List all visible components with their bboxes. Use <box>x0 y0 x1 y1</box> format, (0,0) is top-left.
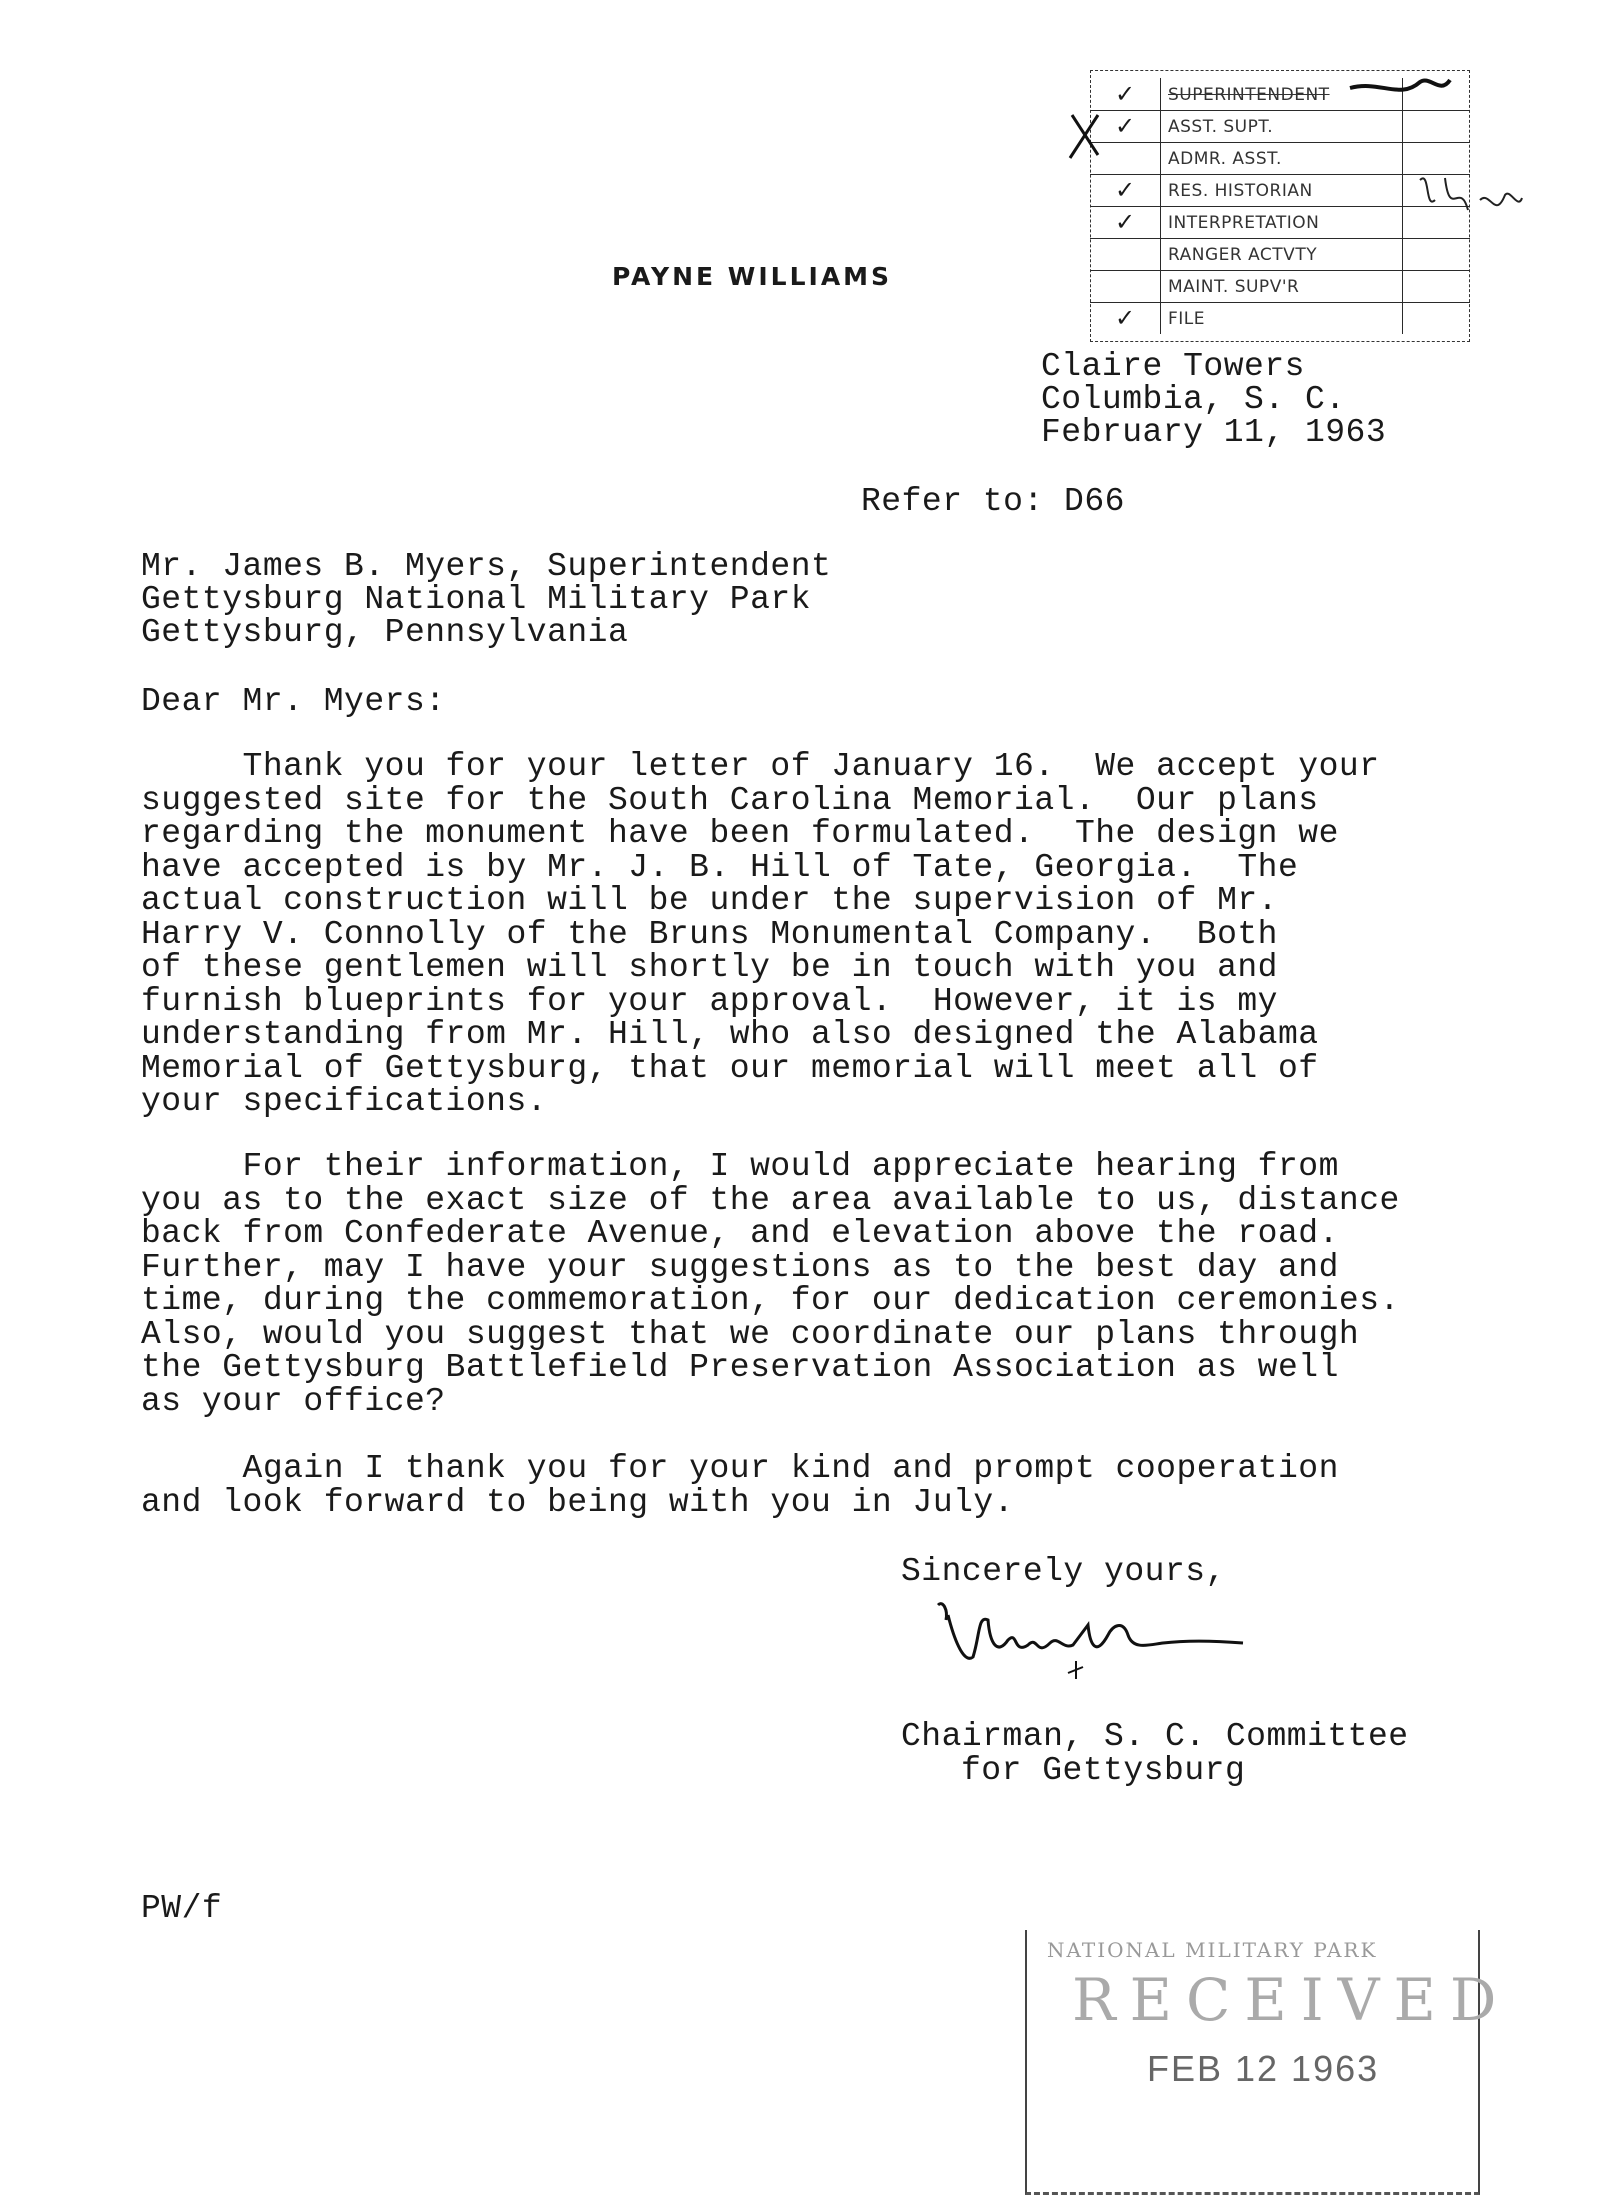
text-line: of these gentlemen will shortly be in touch with you and <box>141 949 1278 986</box>
text-line: have accepted is by Mr. J. B. Hill of Tate, Georgia. The <box>141 848 1299 886</box>
handwritten-marks <box>1050 60 1530 260</box>
text-line: suggested site for the South Carolina Memorial. Our plans <box>141 781 1319 819</box>
routing-label: RES. HISTORIAN <box>1168 181 1313 201</box>
routing-check: ✓ <box>1090 78 1161 110</box>
routing-label: RANGER ACTVTY <box>1168 245 1318 265</box>
initials-scribble-icon <box>1350 80 1450 90</box>
text-line: Thank you for your letter of January 16. We accept your <box>141 748 1380 785</box>
routing-check <box>1090 270 1161 302</box>
text-line: Further, may I have your suggestions as to the best day and <box>141 1248 1339 1286</box>
received-stamp <box>1025 1930 1511 2195</box>
routing-row <box>1090 270 1470 303</box>
recipient-line: Gettysburg National Military Park <box>141 581 812 618</box>
routing-check: ✓ <box>1090 302 1161 334</box>
text-line: actual construction will be under the supervision of Mr. <box>141 882 1278 919</box>
closing: Sincerely yours, <box>901 1553 1226 1590</box>
letterhead-name: PAYNE WILLIAMS <box>612 262 893 291</box>
recipient-line: Gettysburg, Pennsylvania <box>141 614 629 651</box>
routing-label: INTERPRETATION <box>1168 213 1320 233</box>
text-line: For their information, I would appreciate hearing from <box>141 1148 1339 1185</box>
routing-label: FILE <box>1168 309 1206 329</box>
initials-scribble-icon <box>1480 194 1522 206</box>
routing-initials <box>1402 270 1469 302</box>
text-line: furnish blueprints for your approval. However, it is my <box>141 982 1278 1020</box>
routing-check: ✓ <box>1090 174 1161 206</box>
text-line: Memorial of Gettysburg, that our memorial will meet all of <box>141 1049 1319 1087</box>
routing-label: MAINT. SUPV'R <box>1168 277 1300 297</box>
text-line: understanding from Mr. Hill, who also designed the Alabama <box>141 1016 1319 1053</box>
stamp-park-name: NATIONAL MILITARY PARK <box>1047 1938 1378 1962</box>
text-line: your specifications. <box>141 1083 548 1120</box>
recipient-address <box>141 550 831 649</box>
text-line: Also, would you suggest that we coordinate our plans through <box>141 1315 1360 1353</box>
routing-check: ✓ <box>1090 206 1161 238</box>
text-line: back from Confederate Avenue, and elevation above the road. <box>141 1215 1339 1252</box>
letter-date: February 11, 1963 <box>1041 414 1387 451</box>
text-line: time, during the commemoration, for our dedication ceremonies. <box>141 1282 1400 1319</box>
typist-initials: PW/f <box>141 1890 223 1927</box>
address-line: Claire Towers <box>1041 348 1305 385</box>
routing-row <box>1090 302 1470 334</box>
routing-label: ADMR. ASST. <box>1168 149 1282 169</box>
stamp-date: FEB 12 1963 <box>1147 2048 1380 2089</box>
signer-title: Chairman, S. C. Committee <box>901 1718 1409 1755</box>
address-line: Columbia, S. C. <box>1041 381 1346 418</box>
text-line: Harry V. Connolly of the Bruns Monumental Company. Both <box>141 915 1278 953</box>
x-mark-icon <box>1070 115 1098 158</box>
routing-label: SUPERINTENDENT <box>1168 85 1330 105</box>
refer-to: Refer to: D66 <box>861 483 1125 520</box>
sender-address <box>1041 350 1386 449</box>
signer-committee: for Gettysburg <box>961 1752 1246 1789</box>
routing-label: ASST. SUPT. <box>1168 117 1274 137</box>
routing-check: ✓ <box>1090 110 1161 142</box>
signature <box>918 1595 1258 1685</box>
text-line: the Gettysburg Battlefield Preservation Association as well <box>141 1349 1339 1386</box>
text-line: regarding the monument have been formulated. The design we <box>141 815 1339 852</box>
routing-initials <box>1402 302 1469 334</box>
stamp-received-word: RECEIVED <box>1072 1966 1511 2034</box>
text-line: as your office? <box>141 1382 446 1420</box>
text-line: Again I thank you for your kind and prompt cooperation <box>141 1450 1339 1487</box>
salutation: Dear Mr. Myers: <box>141 683 446 720</box>
body-paragraph <box>141 1452 1339 1519</box>
text-line: and look forward to being with you in July. <box>141 1483 1015 1521</box>
body-paragraph <box>141 1150 1400 1418</box>
initials-scribble-icon <box>1420 178 1468 210</box>
text-line: you as to the exact size of the area available to us, distance <box>141 1181 1400 1219</box>
recipient-line: Mr. James B. Myers, Superintendent <box>141 548 832 585</box>
body-paragraph <box>141 750 1380 1119</box>
